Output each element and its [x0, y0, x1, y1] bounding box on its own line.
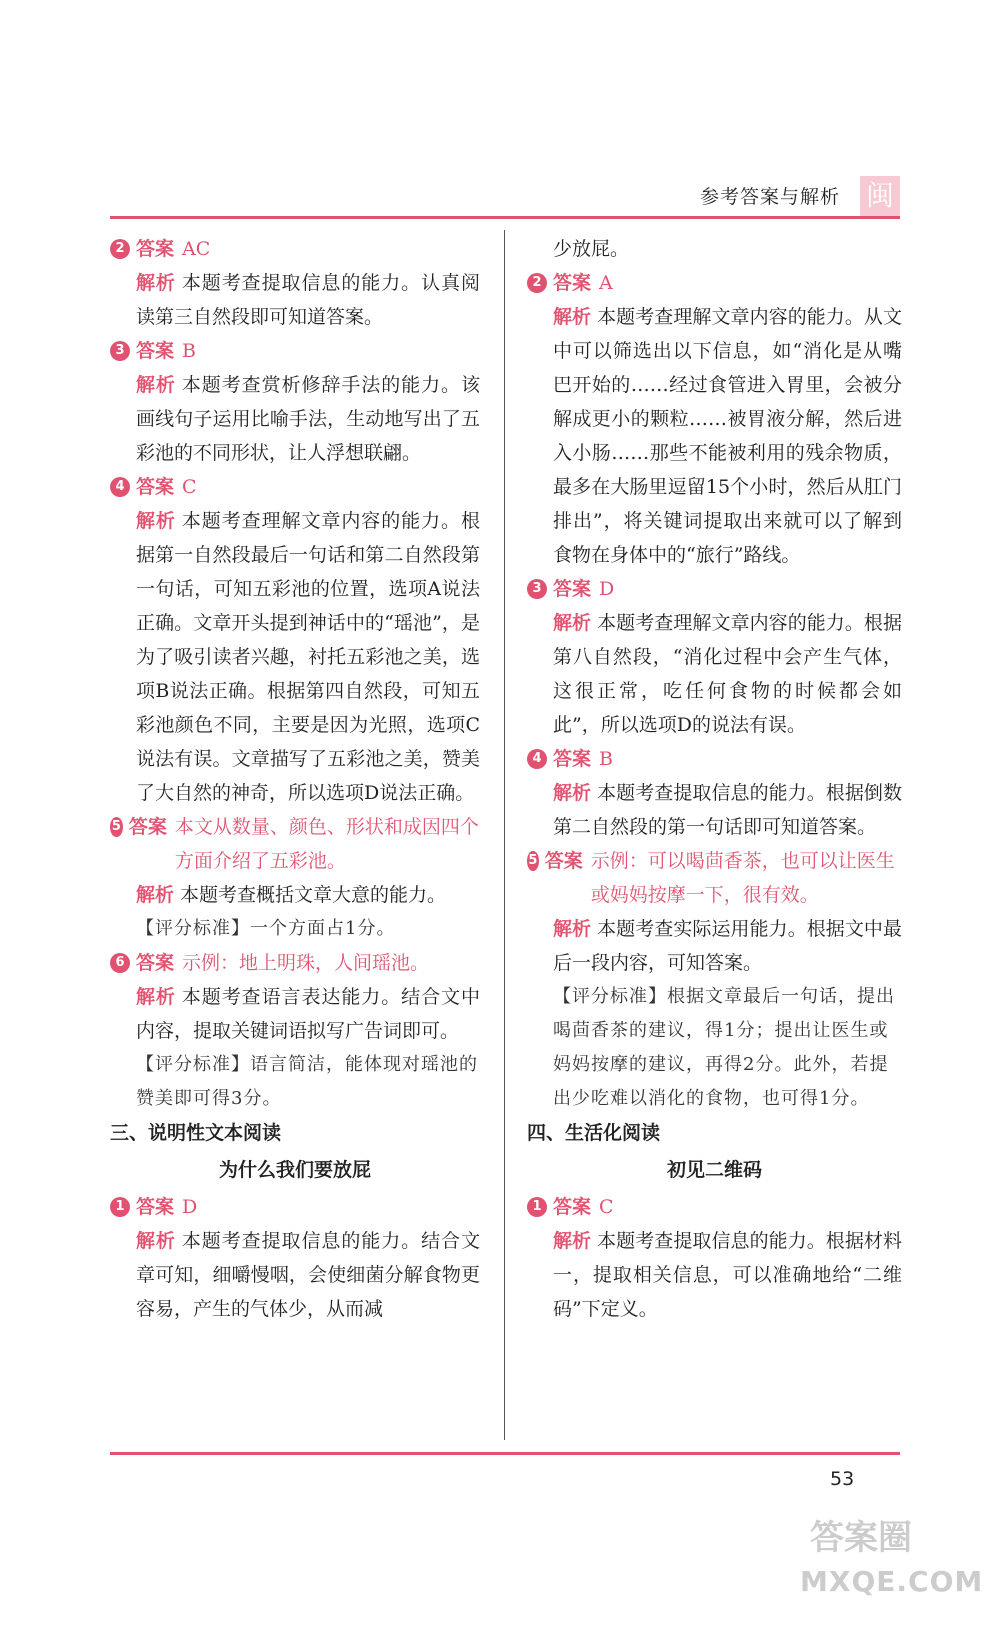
answer-value: B: [182, 340, 196, 362]
analysis-label: 解析: [553, 1230, 592, 1252]
analysis-label: 解析: [136, 374, 176, 396]
left-column: [110, 232, 480, 1326]
analysis-text: 本题考查概括文章大意的能力。: [180, 884, 447, 906]
column-divider: [504, 230, 505, 1440]
answer-value: 本文从数量、颜色、形状和成因四个方面介绍了五彩池。: [174, 816, 479, 872]
question-number-badge: 3: [527, 579, 547, 599]
answer-value: 示例：可以喝茴香茶，也可以让医生或妈妈按摩一下，很有效。: [590, 850, 895, 906]
watermark-logo: 答案圈: [810, 1518, 912, 1558]
question-number-badge: 5: [110, 817, 123, 837]
answer-value: AC: [182, 238, 211, 260]
right-q3: [527, 572, 902, 742]
right-q2: [527, 266, 902, 572]
question-number-badge: 2: [110, 239, 130, 259]
question-number-badge: 1: [527, 1197, 547, 1217]
analysis-label: 解析: [553, 918, 592, 940]
answer-label: 答案: [136, 340, 175, 362]
article-title: 为什么我们要放屁: [218, 1159, 371, 1181]
analysis-text: 本题考查提取信息的能力。认真阅读第三自然段即可知道答案。: [136, 272, 480, 328]
section-heading: 三、说明性文本阅读: [110, 1122, 282, 1144]
analysis-label: 解析: [136, 272, 176, 294]
analysis-text: 本题考查理解文章内容的能力。从文中可以筛选出以下信息，如“消化是从嘴巴开始的……经过食管进入胃里，会被分解成更小的颗粒……被胃液分解，然后进入小肠……那些不能被利用的残余物质，最多在大肠里逗留15个小时，然后从肛门排出”，将关键词提取出来就可以了解到食物在身体中的“旅行”路线。: [553, 306, 902, 566]
left-q6: [110, 946, 480, 1116]
answer-label: 答案: [136, 238, 175, 260]
answer-label: 答案: [136, 952, 175, 974]
article-title: 初见二维码: [666, 1159, 762, 1181]
right-column: [527, 232, 902, 1326]
answer-value: D: [182, 1196, 198, 1218]
answer-value: A: [599, 272, 613, 294]
answer-label: 答案: [128, 816, 167, 838]
left-q2: [110, 232, 480, 334]
analysis-label: 解析: [136, 986, 176, 1008]
answer-value: B: [599, 748, 613, 770]
question-number-badge: 1: [110, 1197, 130, 1217]
answer-value: 示例：地上明珠，人间瑶池。: [182, 952, 430, 974]
analysis-text: 本题考查理解文章内容的能力。根据第八自然段，“消化过程中会产生气体，这很正常，吃任何食物的时候都会如此”，所以选项D的说法有误。: [553, 612, 902, 736]
scoring-note: 【评分标准】根据文章最后一句话，提出喝茴香茶的建议，得1分；提出让医生或妈妈按摩的建议，再得2分。此外，若提出少吃难以消化的食物，也可得1分。: [553, 986, 895, 1109]
answer-label: 答案: [553, 578, 592, 600]
analysis-label: 解析: [136, 884, 175, 906]
section-heading: 四、生活化阅读: [527, 1122, 661, 1144]
answer-label: 答案: [553, 1196, 592, 1218]
answer-label: 答案: [136, 1196, 175, 1218]
scoring-note: 【评分标准】一个方面占1分。: [136, 918, 396, 939]
left-q3: [110, 334, 480, 470]
footer-rule: [110, 1452, 900, 1455]
page-header: [110, 176, 900, 218]
analysis-label: 解析: [136, 1230, 176, 1252]
analysis-text: 本题考查赏析修辞手法的能力。该画线句子运用比喻手法，生动地写出了五彩池的不同形状，让人浮想联翩。: [136, 374, 480, 464]
continued-text: 少放屁。: [553, 238, 630, 260]
right-q4: [527, 742, 902, 844]
analysis-text: 本题考查实际运用能力。根据文中最后一段内容，可知答案。: [553, 918, 902, 974]
answer-label: 答案: [553, 748, 592, 770]
analysis-text: 本题考查语言表达能力。结合文中内容，提取关键词语拟写广告词即可。: [136, 986, 480, 1042]
left-q4: [110, 470, 480, 810]
watermark-url: MXQE.COM: [800, 1565, 984, 1598]
header-rule: [110, 216, 900, 219]
right-s1: [527, 1190, 902, 1326]
answer-value: C: [182, 476, 197, 498]
answer-label: 答案: [544, 850, 583, 872]
analysis-text: 本题考查提取信息的能力。结合文章可知，细嚼慢咽，会使细菌分解食物更容易，产生的气体少，从而减: [136, 1230, 480, 1320]
analysis-label: 解析: [553, 612, 592, 634]
analysis-label: 解析: [136, 510, 176, 532]
left-s1: [110, 1190, 480, 1326]
right-q5: [527, 844, 902, 1116]
question-number-badge: 4: [527, 749, 547, 769]
page-number: 53: [830, 1468, 855, 1490]
question-number-badge: 5: [527, 851, 539, 871]
analysis-text: 本题考查提取信息的能力。根据倒数第二自然段的第一句话即可知道答案。: [553, 782, 902, 838]
left-q5: [110, 810, 480, 946]
answer-value: C: [599, 1196, 614, 1218]
answer-label: 答案: [553, 272, 592, 294]
question-number-badge: 4: [110, 477, 130, 497]
question-number-badge: 6: [110, 953, 130, 973]
analysis-label: 解析: [553, 306, 592, 328]
question-number-badge: 3: [110, 341, 130, 361]
analysis-label: 解析: [553, 782, 592, 804]
question-number-badge: 2: [527, 273, 547, 293]
header-title: 参考答案与解析: [699, 186, 840, 208]
answer-value: D: [599, 578, 615, 600]
header-tag: 闽: [860, 176, 900, 216]
analysis-text: 本题考查理解文章内容的能力。根据第一自然段最后一句话和第二自然段第一句话，可知五彩池的位置，选项A说法正确。文章开头提到神话中的“瑶池”，是为了吸引读者兴趣，衬托五彩池之美，选项B说法正确。根据第四自然段，可知五彩池颜色不同，主要是因为光照，选项C说法有误。文章描写了五彩池之美，赞美了大自然的神奇，所以选项D说法正确。: [136, 510, 480, 804]
scoring-note: 【评分标准】语言简洁，能体现对瑶池的赞美即可得3分。: [136, 1054, 478, 1109]
analysis-text: 本题考查提取信息的能力。根据材料一，提取相关信息，可以准确地给“二维码”下定义。: [553, 1230, 902, 1320]
answer-label: 答案: [136, 476, 175, 498]
